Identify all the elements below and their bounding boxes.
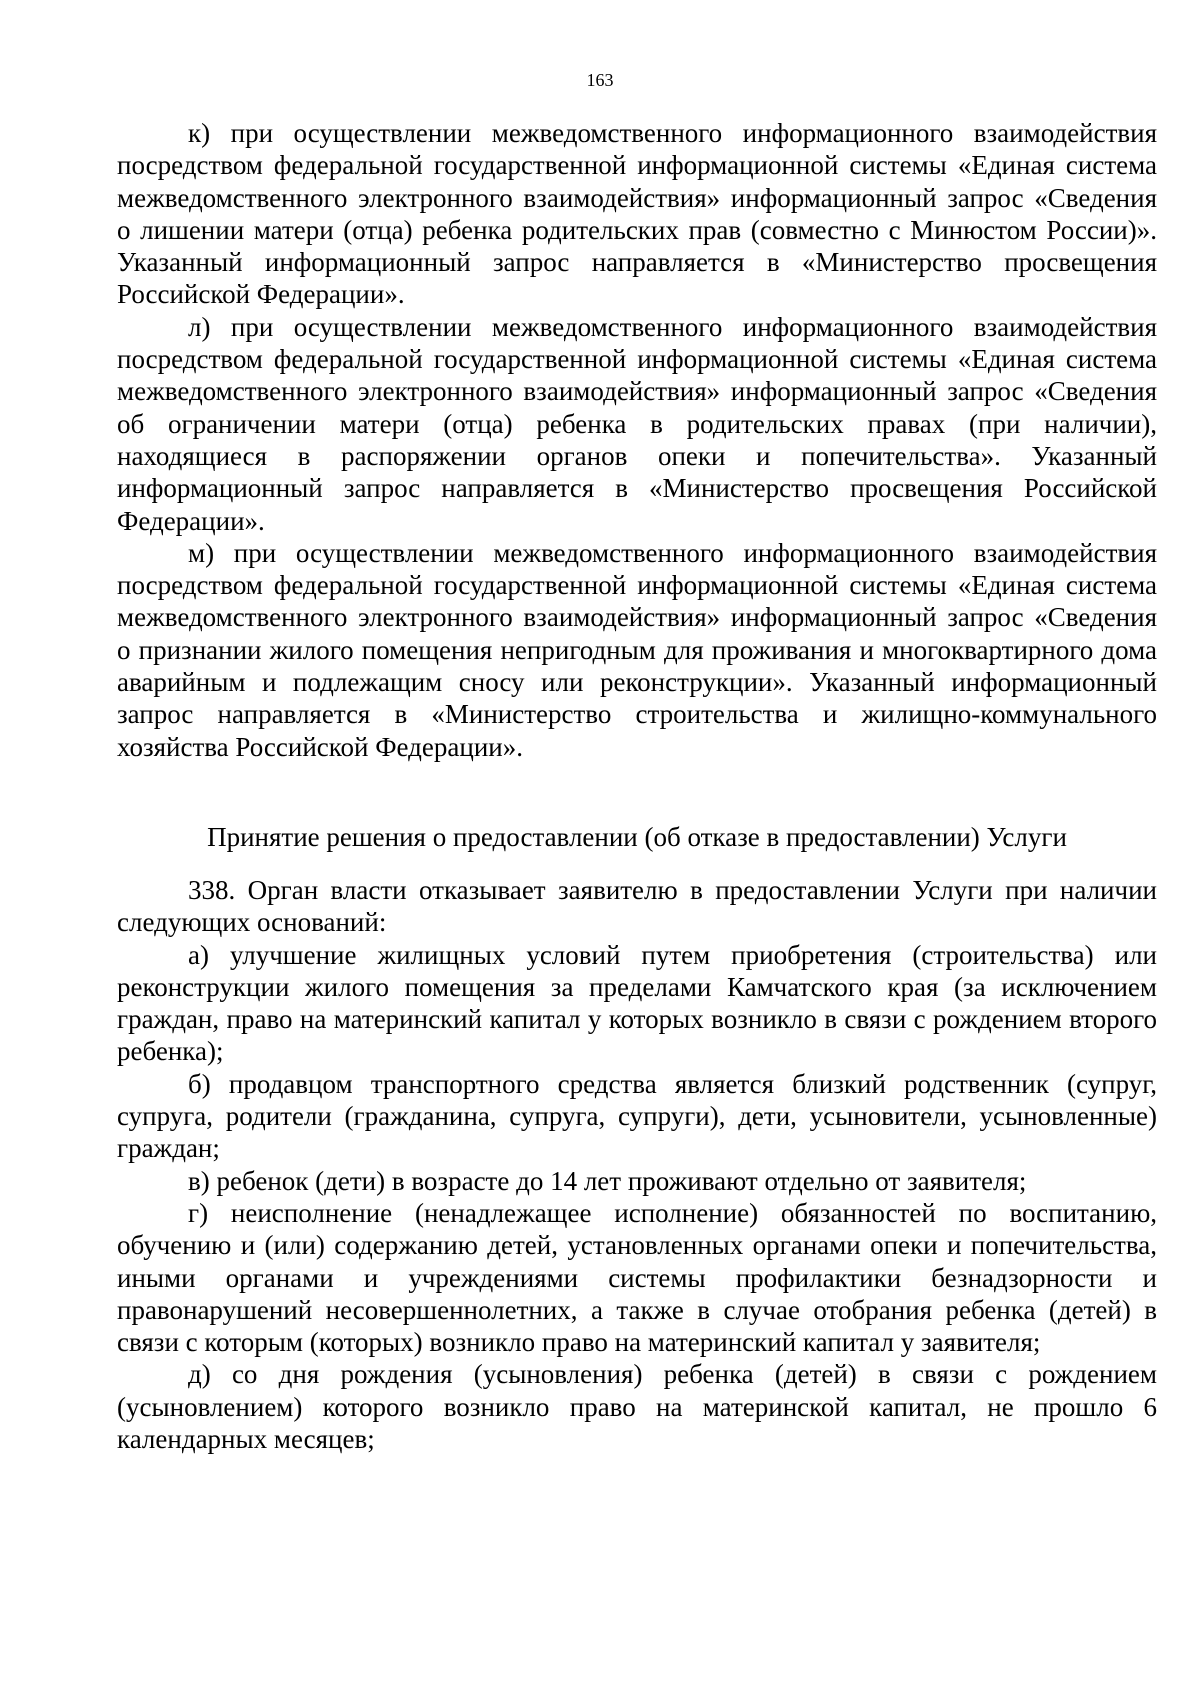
paragraph-item-m: м) при осуществлении межведомственного информационного взаимодействия посредством федеральной государственной информационной системы «Единая система межведомственного электронного взаимодействия» информационный запрос «Сведения о признании жилого помещения непригодным для проживания и многоквартирного дома аварийным и подлежащим сносу или реконструкции». Указанный информационный запрос направляется в «Министерство строительства и жилищно-коммунального хозяйства Российской Федерации». (117, 537, 1157, 762)
paragraph-item-b: б) продавцом транспортного средства является близкий родственник (супруг, супруга, родители (гражданина, супруга, супруги), дети, усыновители, усыновленные) граждан; (117, 1068, 1157, 1164)
paragraph-item-a: а) улучшение жилищных условий путем приобретения (строительства) или реконструкции жилого помещения за пределами Камчатского края (за исключением граждан, право на материнский капитал у которых возникло в связи с рождением второго ребенка); (117, 939, 1157, 1067)
paragraph-338: 338. Орган власти отказывает заявителю в предоставлении Услуги при наличии следующих оснований: (117, 874, 1157, 938)
page-number: 163 (586, 70, 614, 90)
paragraph-item-v: в) ребенок (дети) в возрасте до 14 лет проживают отдельно от заявителя; (188, 1165, 1027, 1196)
paragraph-item-l: л) при осуществлении межведомственного информационного взаимодействия посредством федеральной государственной информационной системы «Единая система межведомственного электронного взаимодействия» информационный запрос «Сведения об ограничении матери (отца) ребенка в родительских правах (при наличии), находящиеся в распоряжении органов опеки и попечительства». Указанный информационный запрос направляется в «Министерство просвещения Российской Федерации». (117, 311, 1157, 536)
paragraph-item-g: г) неисполнение (ненадлежащее исполнение) обязанностей по воспитанию, обучению и (или) содержанию детей, установленных органами опеки и попечительства, иными органами и учреждениями системы профилактики безнадзорности и правонарушений несовершеннолетних, а также в случае отобрания ребенка (детей) в связи с которым (которых) возникло право на материнский капитал у заявителя; (117, 1197, 1157, 1358)
section-heading: Принятие решения о предоставлении (об отказе в предоставлении) Услуги (207, 821, 1067, 852)
document-body (117, 117, 1157, 1455)
paragraph-item-d: д) со дня рождения (усыновления) ребенка (детей) в связи с рождением (усыновлением) которого возникло право на материнской капитал, не прошло 6 календарных месяцев; (117, 1359, 1157, 1454)
paragraph-item-k: к) при осуществлении межведомственного информационного взаимодействия посредством федеральной государственной информационной системы «Единая система межведомственного электронного взаимодействия» информационный запрос «Сведения о лишении матери (отца) ребенка родительских прав (совместно с Минюстом России)». Указанный информационный запрос направляется в «Министерство просвещения Российской Федерации». (117, 118, 1157, 310)
